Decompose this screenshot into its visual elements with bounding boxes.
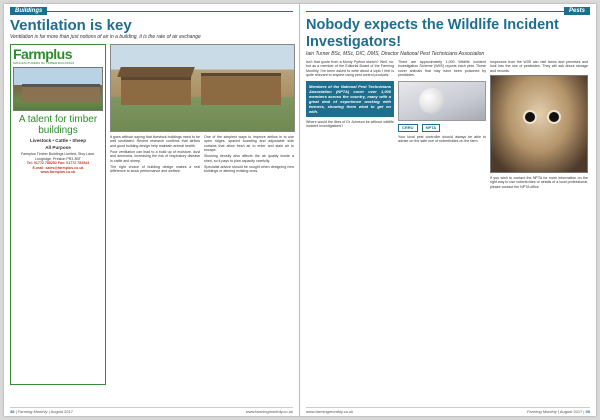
globe-shape [419, 88, 445, 114]
farmplus-building-photo [13, 67, 103, 111]
section-rule [306, 11, 564, 12]
crru-logo: CRRU [398, 124, 418, 132]
barn-roof-shape [117, 67, 195, 77]
farmplus-advert [10, 44, 106, 385]
magazine-spread [4, 4, 596, 416]
farmplus-tagline: MANUFACTURERS OF TIMBER BUILDINGS [13, 61, 75, 65]
paragraph: Where would the likes of Dr Johnson be without wildlife incident investigations? [306, 119, 394, 129]
left-footer [10, 407, 293, 414]
right-column-1 [306, 60, 394, 390]
logos-strip [398, 124, 486, 132]
left-article-area [110, 44, 295, 385]
section-header [10, 7, 293, 15]
farmplus-email[interactable]: E-mail: sales@farmplus.co.uk [32, 165, 84, 170]
paragraph: One of the simplest ways to improve airflow is to use open ridges, spaced boarding and adjustable side curtains that allow fresh air to enter and stale air to escape. [204, 135, 294, 153]
section-rule [47, 11, 293, 12]
right-column-2 [398, 60, 486, 390]
farmplus-contact [13, 152, 103, 175]
right-footer [306, 407, 590, 414]
left-column-1 [110, 135, 200, 385]
paragraph: It goes without saying that livestock buildings need to be well ventilated. Recent research confirms that airflow and good building design help maintain animal health. [110, 135, 200, 148]
barn-photo [110, 44, 295, 132]
farmplus-list: Livestock • Cattle • Sheep [29, 138, 87, 143]
paragraph: Your local pest controller should always be able to advise on the safe use of rodenticides on the farm. [398, 135, 486, 144]
farmplus-address: Farmplus Timber Buildings Limited, Stoy Lane, Longridge, Preston PR3 3BT [20, 152, 96, 161]
trap-photo [398, 81, 486, 121]
farmplus-purpose: All Purpose [45, 145, 71, 150]
paragraph: There are approximately 1,000 Wildlife Incident Investigation Scheme (WIIS) reports each year. These cover animals that may have been poisoned by pesticides. [398, 60, 486, 78]
barn-shape [121, 77, 191, 105]
left-columns [110, 135, 295, 385]
left-column-2 [204, 135, 294, 385]
article-title: Ventilation is key [10, 17, 132, 34]
owl-photo [490, 75, 588, 173]
right-page [300, 4, 596, 416]
npta-logo: NPTA [422, 124, 441, 132]
article-strap: Ventilation is far more than just notions of air in a building, it is the rate of air exchange [10, 34, 201, 40]
footer-web[interactable]: www.farmingmonthly.co.uk [306, 409, 354, 414]
paragraph: Isn't that quote from a Monty Python sketch? Well, no, but as a member of the Editorial Board of the Farming Monthly, I've been asked to write about a topic I feel is quite relevant to anyone using pest control products. [306, 60, 394, 78]
owl-eye [549, 112, 559, 122]
barn-shape [201, 73, 281, 105]
section-tab: Buildings [10, 7, 47, 15]
footer-meta: 38 | Farming Monthly | August 2017 [10, 409, 74, 414]
section-header [306, 7, 590, 15]
shed-shape [22, 84, 100, 102]
farmplus-web[interactable]: www.farmplus.co.uk [40, 170, 76, 175]
farmplus-logo: Farmplus [13, 46, 73, 62]
left-content-grid [10, 44, 293, 385]
paragraph: Inspectors from the WIIS can visit farms and premises and look into the use of pesticides. They will ask about storage and records. [490, 60, 588, 73]
section-tab: Pests [564, 7, 590, 15]
footer-web[interactable]: www.farmingmonthly.co.uk [245, 409, 293, 414]
footer-meta: Farming Monthly | August 2017 | 39 [526, 409, 590, 414]
right-columns [306, 60, 590, 390]
highlight-box: Members of the National Pest Technicians Association (NPTA) cover over 1,000 members across the country, many with a great deal of experience working with farmers, showing them what to get on with. [306, 81, 394, 117]
paragraph: Stocking density also affects the air quality inside a shed, so it pays to plan capacity carefully. [204, 154, 294, 163]
farmplus-tel: Tel: 01772 785252 Fax: 01772 782944 [26, 161, 90, 166]
right-column-3 [490, 60, 588, 390]
paragraph: The right choice of building design makes a real difference to stock performance and welfare. [110, 164, 200, 174]
farmplus-headline: A talent for timber buildings [18, 114, 98, 136]
article-title: Nobody expects the Wildlife Incident Investigators! [306, 17, 559, 50]
owl-eye [525, 112, 535, 122]
paragraph: If you wish to contact the NPTA for more information on the right way to use rodenticides or details of a local professional, please contact the NPTA office. [490, 175, 588, 189]
paragraph: Poor ventilation can lead to a build up of moisture, dust and ammonia, increasing the risk of respiratory disease in cattle and sheep. [110, 149, 200, 163]
paragraph: Specialist advice should be sought when designing new buildings or altering existing ones. [204, 164, 294, 174]
article-strap: Iain Turner BSc, MSc, DIC, DMS, Director National Pest Technicians Association [306, 51, 485, 57]
left-page [4, 4, 300, 416]
